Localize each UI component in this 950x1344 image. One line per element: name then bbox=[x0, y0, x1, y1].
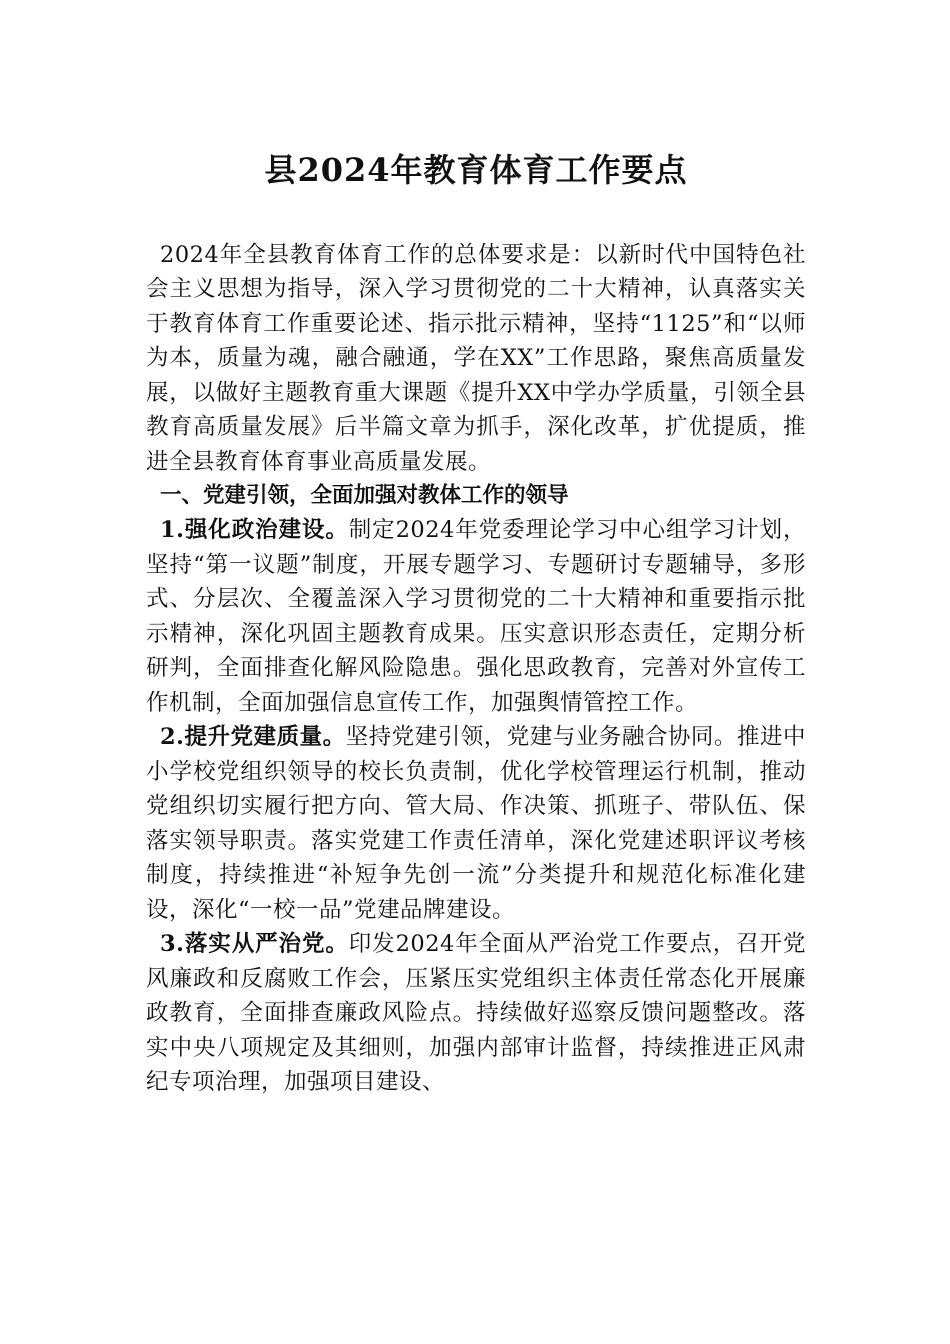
list-item-strict-governance bbox=[146, 927, 806, 1100]
intro-paragraph: 2024年全县教育体育工作的总体要求是：以新时代中国特色社会主义思想为指导，深入学习贯彻党的二十大精神，认真落实关于教育体育工作重要论述、指示批示精神，坚持“1125”和“以师为本，质量为魂，融合融通，学在XX”工作思路，聚焦高质量发展，以做好主题教育重大课题《提升XX中学办学质量，引领全县教育高质量发展》后半篇文章为抓手，深化改革，扩优提质，推进全县教育体育事业高质量发展。 bbox=[146, 241, 806, 475]
list-item-political-building bbox=[146, 513, 806, 720]
document-title: 县2024年教育体育工作要点 bbox=[264, 151, 688, 189]
section-party-leadership bbox=[146, 479, 806, 1100]
item-lead: 3.落实从严治党。 bbox=[160, 931, 349, 958]
list-item-party-quality bbox=[146, 720, 806, 927]
document-page bbox=[146, 150, 806, 1100]
item-body: 坚持党建引领，党建与业务融合协同。推进中小学校党组织领导的校长负责制，优化学校管理运行机制，推动党组织切实履行把方向、管大局、作决策、抓班子、带队伍、保落实领导职责。落实党建工作责任清单，深化党建述职评议考核制度，持续推进“补短争先创一流”分类提升和规范化标准化建设，深化“一校一品”党建品牌建设。 bbox=[146, 724, 806, 923]
item-body: 印发2024年全面从严治党工作要点，召开党风廉政和反腐败工作会，压紧压实党组织主体责任常态化开展廉政教育，全面排查廉政风险点。持续做好巡察反馈问题整改。落实中央八项规定及其细则，加强内部审计监督，持续推进正风肃纪专项治理，加强项目建设、 bbox=[146, 931, 806, 1096]
item-lead: 2.提升党建质量。 bbox=[160, 724, 346, 751]
section-heading: 一、党建引领，全面加强对教体工作的领导 bbox=[160, 483, 569, 509]
item-body: 制定2024年党委理论学习中心组学习计划，坚持“第一议题”制度，开展专题学习、专题研讨专题辅导，多形式、分层次、全覆盖深入学习贯彻党的二十大精神和重要指示批示精神，深化巩固主题教育成果。压实意识形态责任，定期分析研判，全面排查化解风险隐患。强化思政教育，完善对外宣传工作机制，全面加强信息宣传工作，加强舆情管控工作。 bbox=[146, 517, 806, 716]
item-lead: 1.强化政治建设。 bbox=[160, 517, 349, 544]
